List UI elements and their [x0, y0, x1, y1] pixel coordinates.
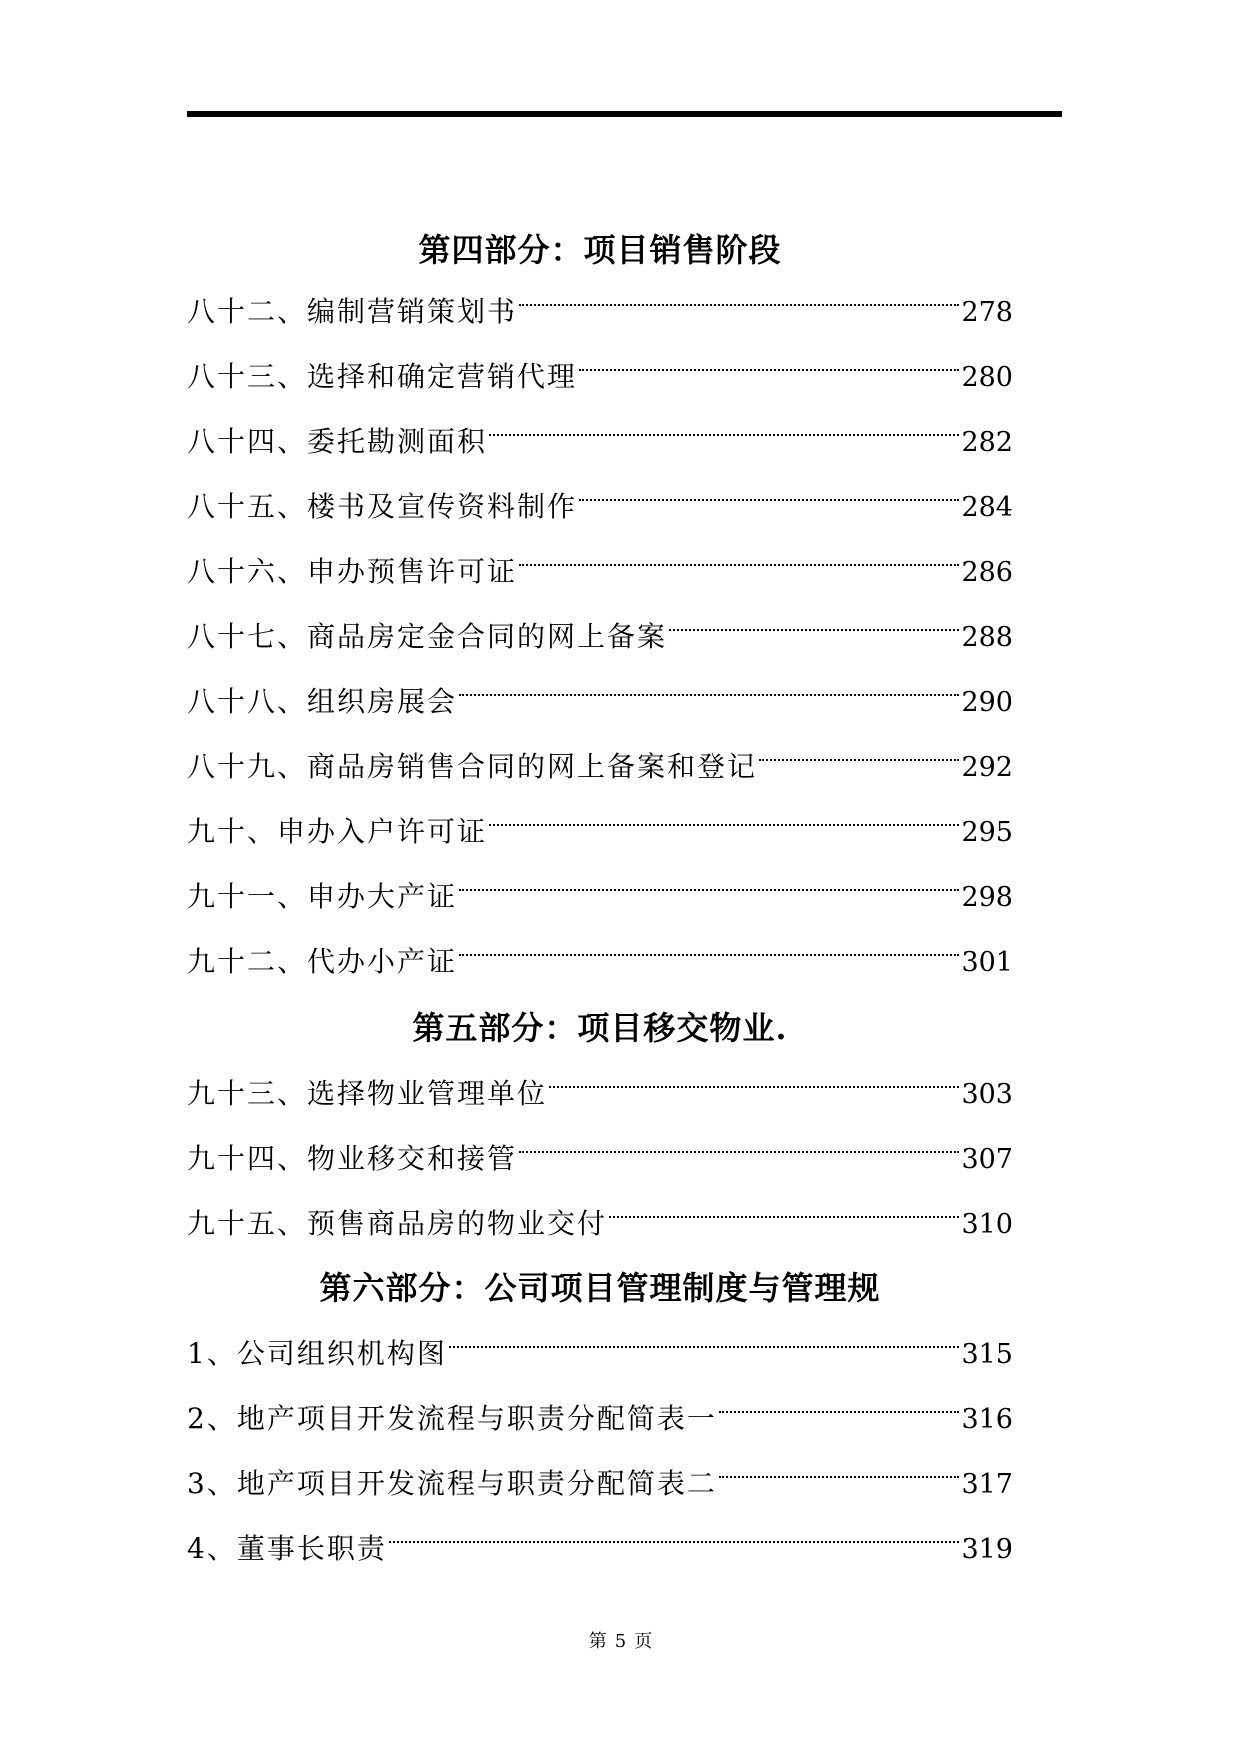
dot-leader: [519, 564, 959, 566]
toc-entry-page: 310: [961, 1209, 1013, 1240]
toc-entry-page: 295: [961, 817, 1013, 848]
toc-entry-page: 284: [961, 492, 1013, 523]
toc-entry-title: 九十、申办入户许可证: [187, 815, 488, 848]
toc-entry-title: 九十五、预售商品房的物业交付: [187, 1207, 608, 1240]
toc-entry[interactable]: [187, 864, 1013, 929]
dot-leader: [549, 1086, 959, 1088]
toc-entry-page: 315: [961, 1339, 1013, 1370]
dot-leader: [669, 629, 959, 631]
dot-leader: [759, 759, 959, 761]
toc-entry[interactable]: [187, 539, 1013, 604]
toc-entry-title: 九十一、申办大产证: [187, 880, 458, 913]
footer-page-number: 5: [614, 1631, 627, 1652]
dot-leader: [579, 369, 959, 371]
toc-entry-page: 292: [961, 752, 1013, 783]
toc-entry-page: 317: [961, 1469, 1013, 1500]
toc-entry[interactable]: [187, 604, 1013, 669]
toc-entry[interactable]: [187, 279, 1013, 344]
toc-entry-title: 4、董事长职责: [187, 1532, 387, 1565]
toc-entry[interactable]: [187, 1126, 1013, 1191]
toc-entry-title: 八十三、选择和确定营销代理: [187, 360, 578, 393]
toc-entry-page: 307: [961, 1144, 1013, 1175]
toc-entry[interactable]: [187, 474, 1013, 539]
toc-entry-page: 319: [961, 1534, 1013, 1565]
toc-entry-page: 280: [961, 362, 1013, 393]
toc-entry-title: 2、地产项目开发流程与职责分配简表一: [187, 1402, 717, 1435]
dot-leader: [519, 1151, 959, 1153]
toc-entry[interactable]: [187, 1321, 1013, 1386]
toc-entry[interactable]: [187, 1061, 1013, 1126]
toc-entry[interactable]: [187, 409, 1013, 474]
toc-entry[interactable]: [187, 1386, 1013, 1451]
toc-entry-page: 316: [961, 1404, 1013, 1435]
toc-entry-page: 301: [961, 947, 1013, 978]
page-footer: [0, 1630, 1241, 1654]
footer-suffix: 页: [634, 1631, 653, 1652]
toc-entry-title: 1、公司组织机构图: [187, 1337, 447, 1370]
toc-entry-page: 282: [961, 427, 1013, 458]
toc-entry-title: 八十九、商品房销售合同的网上备案和登记: [187, 750, 758, 783]
toc-entry-title: 八十八、组织房展会: [187, 685, 458, 718]
toc-entry-title: 八十六、申办预售许可证: [187, 555, 518, 588]
toc-entry[interactable]: [187, 1516, 1013, 1581]
dot-leader: [519, 304, 959, 306]
dot-leader: [459, 954, 959, 956]
toc-entry-title: 八十四、委托勘测面积: [187, 425, 488, 458]
toc-entry-page: 298: [961, 882, 1013, 913]
toc-entry-title: 八十五、楼书及宣传资料制作: [187, 490, 578, 523]
toc-entry-page: 303: [961, 1079, 1013, 1110]
dot-leader: [459, 889, 959, 891]
toc-entry[interactable]: [187, 929, 1013, 994]
toc-entry-title: 九十二、代办小产证: [187, 945, 458, 978]
toc-entry[interactable]: [187, 669, 1013, 734]
toc-entry[interactable]: [187, 1191, 1013, 1256]
dot-leader: [579, 499, 959, 501]
toc-section-4: [187, 230, 1013, 994]
section-heading: 第四部分：项目销售阶段: [418, 231, 782, 269]
toc-section-5: [187, 1008, 1013, 1256]
dot-leader: [489, 824, 959, 826]
toc-section-6: [187, 1268, 1013, 1581]
toc-entry[interactable]: [187, 1451, 1013, 1516]
dot-leader: [489, 434, 959, 436]
toc-entry-title: 九十三、选择物业管理单位: [187, 1077, 548, 1110]
toc-entry-title: 九十四、物业移交和接管: [187, 1142, 518, 1175]
dot-leader: [719, 1411, 960, 1413]
toc-entry-page: 288: [961, 622, 1013, 653]
toc-entry-page: 286: [961, 557, 1013, 588]
header-rule: [187, 111, 1062, 117]
section-heading: 第五部分：项目移交物业.: [412, 1009, 788, 1047]
dot-leader: [459, 694, 959, 696]
toc-entry-page: 290: [961, 687, 1013, 718]
toc-entry[interactable]: [187, 734, 1013, 799]
toc-entry-title: 八十七、商品房定金合同的网上备案: [187, 620, 668, 653]
toc-entry[interactable]: [187, 344, 1013, 409]
toc-entry-title: 3、地产项目开发流程与职责分配简表二: [187, 1467, 717, 1500]
dot-leader: [449, 1346, 960, 1348]
dot-leader: [389, 1541, 960, 1543]
toc-entry-title: 八十二、编制营销策划书: [187, 295, 518, 328]
section-heading: 第六部分：公司项目管理制度与管理规: [319, 1269, 881, 1307]
footer-prefix: 第: [588, 1631, 607, 1652]
toc-entry-page: 278: [961, 297, 1013, 328]
dot-leader: [609, 1216, 959, 1218]
dot-leader: [719, 1476, 960, 1478]
toc-entry[interactable]: [187, 799, 1013, 864]
